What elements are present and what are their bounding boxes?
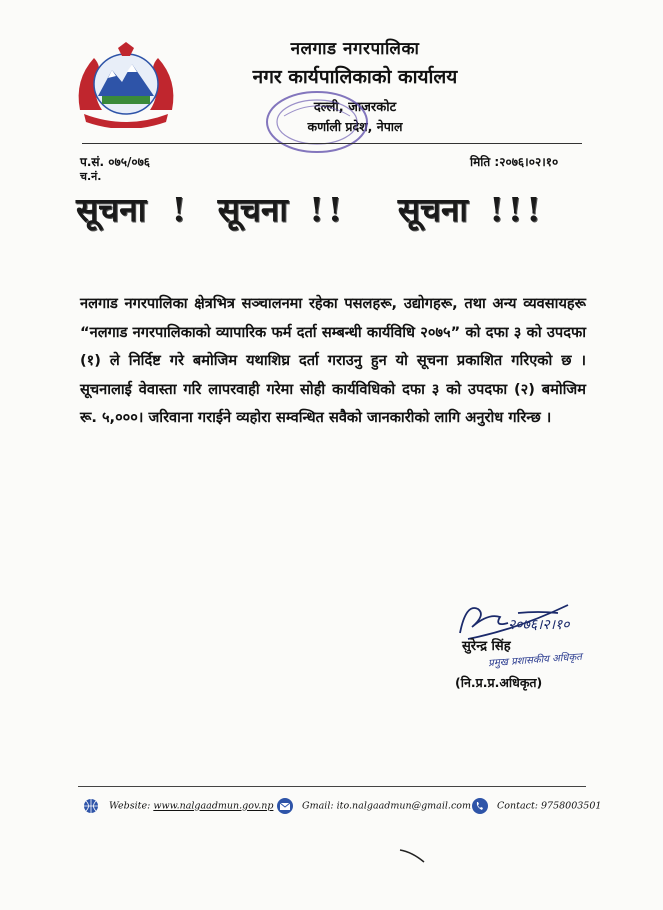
notice-mark-3: !!! [489,190,545,229]
notice-mark-1: ! [171,190,187,229]
notice-mark-2: !! [309,190,347,229]
footer-divider [78,786,586,787]
signatory-name: सुरेन्द्र सिंह [462,639,511,654]
website-link[interactable]: www.nalgaadmun.gov.np [153,800,274,812]
pen-mark [398,846,428,866]
office-province: कर्णाली प्रदेश, नेपाल [307,119,403,134]
nepal-emblem-logo [72,40,180,128]
notice-body: नलगाड नगरपालिका क्षेत्रभित्र सञ्चालनमा रहेका पसलहरू, उद्योगहरू, तथा अन्य व्यवसायहरू “नलगाड नगरपालिकाको व्यापारिक फर्म दर्ता सम्बन्धी कार्यविधि २०७५” को दफा ३ को उपदफा (१) ले निर्दिष्ट गरे बमोजिम यथाशिघ्र दर्ता गराउनु हुन यो सूचना प्रकाशित गरिएको छ । सूचनालाई वेवास्ता गरि लापरवाही गरेमा सोही कार्यविधिको दफा ३ को उपदफा (२) बमोजिम रू. ५,०००। जरिवाना गराईने व्यहोरा सम्वन्धित सवैको जानकारीको लागि अनुरोध गरिन्छ । [80,295,586,426]
phone-icon [470,798,490,814]
globe-icon [80,798,102,814]
footer-email [275,798,471,814]
email-label: Gmail: [302,800,334,812]
notice-word-1: सूचना [76,190,147,229]
office-stamp [262,86,372,158]
notice-word-2: सूचना [217,190,288,229]
office-address: दल्ली, जाजरकोट [313,100,397,115]
document-date: मिति :२०७६।०२।१० [470,155,559,169]
notice-heading [76,186,616,231]
notice-word-3: सूचना [397,190,468,229]
reference-number: प.सं. ०७५/०७६ [80,155,151,169]
email-address[interactable]: ito.nalgaadmun@gmail.com [336,800,471,812]
footer-contact [470,798,601,814]
office-name: नगर कार्यपालिकाको कार्यालय [252,66,458,88]
footer-website [80,798,273,814]
svg-text:२०७६।२।१०: २०७६।२।१० [508,617,570,633]
municipality-name: नलगाड नगरपालिका [290,39,420,59]
signatory-designation-handwritten: प्रमुख प्रशासकीय अधिकृत [487,651,583,670]
contact-label: Contact: [497,800,538,812]
website-label: Website: [109,800,151,812]
contact-number[interactable]: 9758003501 [541,800,602,812]
header-divider [82,143,582,144]
signatory-title: (नि.प्र.प्र.अधिकृत) [455,675,543,690]
mail-icon [275,798,295,814]
dispatch-number: च.नं. [80,170,102,183]
